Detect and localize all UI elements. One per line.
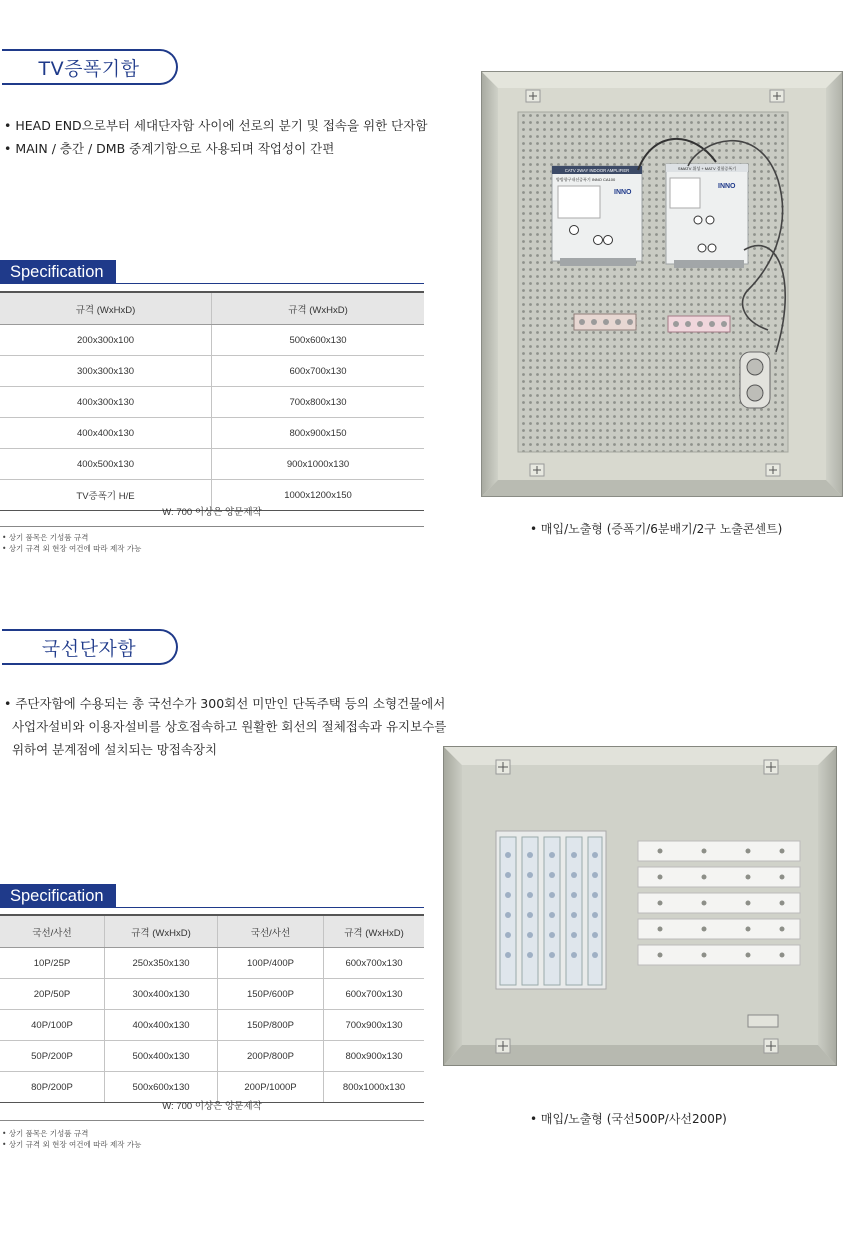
table-cell: 500x400x130 — [105, 1041, 218, 1072]
table-cell: 40P/100P — [0, 1010, 105, 1041]
spec-heading: Specification — [0, 260, 116, 284]
table-cell: 1000x1200x150 — [212, 480, 425, 511]
table-row — [0, 325, 424, 356]
section-title-label: 국선단자함 — [41, 637, 137, 660]
table-cell: 900x1000x130 — [212, 449, 425, 480]
table-header-cell: 규격 (WxHxD) — [105, 915, 218, 948]
spec-heading-rule — [116, 283, 424, 284]
table-header-row — [0, 915, 424, 948]
table-cell: 600x700x130 — [324, 979, 425, 1010]
line-protector-block — [496, 831, 606, 989]
mount-screw-icon — [764, 760, 778, 774]
amplifier-label: CATV 2WAY INDOOR AMPLIFIER — [564, 168, 630, 173]
photo-caption: • 매입/노출형 (증폭기/6분배기/2구 노출콘센트) — [530, 522, 783, 536]
amplifier-label: 양방향구내선증폭기 INNO CA100 — [556, 177, 616, 182]
table-cell: 700x800x130 — [212, 387, 425, 418]
description-line: 위하여 분계점에 설치되는 망접속장치 — [4, 742, 218, 757]
table-cell: 800x900x130 — [324, 1041, 425, 1072]
terminal-enclosure-photo — [442, 745, 838, 1067]
table-cell: 400x400x130 — [0, 418, 212, 449]
table-cell: 50P/200P — [0, 1041, 105, 1072]
table-cell: 600x700x130 — [324, 948, 425, 979]
table-note: W: 700 이상은 양문제작 — [0, 1094, 424, 1121]
table-header-cell: 국선/사선 — [0, 915, 105, 948]
photo-caption: • 매입/노출형 (국선500P/사선200P) — [530, 1112, 727, 1126]
footnotes — [2, 1128, 141, 1150]
footnote-line: • 상기 규격 외 현장 여건에 따라 제작 가능 — [2, 1140, 142, 1149]
mount-screw-icon — [766, 464, 780, 476]
section-description — [4, 692, 446, 761]
table-cell: 400x500x130 — [0, 449, 212, 480]
brand-label: INNO — [614, 189, 632, 196]
table-cell: 200P/800P — [218, 1041, 324, 1072]
spec-heading-rule — [116, 907, 424, 908]
table-cell: 250x350x130 — [105, 948, 218, 979]
table-cell: 500x600x130 — [212, 325, 425, 356]
section-description — [4, 114, 427, 160]
table-note: W: 700 이상은 양문제작 — [0, 500, 424, 527]
table-cell: 150P/800P — [218, 1010, 324, 1041]
table-cell: 800x900x150 — [212, 418, 425, 449]
table-row — [0, 449, 424, 480]
spec-table — [0, 291, 424, 511]
table-row — [0, 387, 424, 418]
table-cell: 400x300x130 — [0, 387, 212, 418]
footnote-line: • 상기 규격 외 현장 여건에 따라 제작 가능 — [2, 544, 142, 553]
spec-heading: Specification — [0, 884, 116, 908]
table-cell: 800x1000x130 — [324, 1072, 425, 1103]
table-header-cell: 규격 (WxHxD) — [0, 292, 212, 325]
section-title-label: TV증폭기함 — [38, 57, 140, 80]
mount-screw-icon — [530, 464, 544, 476]
distributor-6way — [574, 314, 636, 330]
table-cell: 500x600x130 — [105, 1072, 218, 1103]
brand-label: INNO — [718, 183, 736, 190]
mount-screw-icon — [770, 90, 784, 102]
mount-screw-icon — [496, 760, 510, 774]
mount-screw-icon — [764, 1039, 778, 1053]
table-cell: 300x400x130 — [105, 979, 218, 1010]
table-header-row — [0, 292, 424, 325]
distributor-6way — [668, 316, 730, 332]
table-cell: TV증폭기 H/E — [0, 480, 212, 511]
table-cell: 700x900x130 — [324, 1010, 425, 1041]
catv-amplifier — [552, 166, 642, 266]
smatv-amplifier — [666, 164, 748, 268]
table-cell: 300x300x130 — [0, 356, 212, 387]
table-header-cell: 국선/사선 — [218, 915, 324, 948]
description-line: • MAIN / 층간 / DMB 중계기함으로 사용되며 작업성이 간편 — [4, 141, 335, 156]
footnotes — [2, 532, 141, 554]
amplifier-enclosure-photo — [478, 70, 846, 500]
footnote-line: • 상기 품목은 기성품 규격 — [2, 533, 89, 542]
table-cell: 10P/25P — [0, 948, 105, 979]
spec-table — [0, 914, 424, 1103]
table-header-cell: 규격 (WxHxD) — [212, 292, 425, 325]
table-cell: 20P/50P — [0, 979, 105, 1010]
description-line: • HEAD END으로부터 세대단자함 사이에 선로의 분기 및 접속을 위한 단자함 — [4, 118, 428, 133]
table-cell: 150P/600P — [218, 979, 324, 1010]
section-title-terminal-box — [2, 629, 178, 665]
table-cell: 80P/200P — [0, 1072, 105, 1103]
terminal-strip-rack — [638, 841, 800, 965]
table-cell: 200P/1000P — [218, 1072, 324, 1103]
section-title-tv-amplifier-box — [2, 49, 178, 85]
table-row — [0, 1010, 424, 1041]
description-line: 사업자설비와 이용자설비를 상호접속하고 원활한 회선의 절체접속과 유지보수를 — [4, 719, 447, 734]
mount-screw-icon — [526, 90, 540, 102]
description-line: • 주단자함에 수용되는 총 국선수가 300회선 미만인 단독주택 등의 소형건물에서 — [4, 696, 446, 711]
footnote-line: • 상기 품목은 기성품 규격 — [2, 1129, 89, 1138]
table-row — [0, 948, 424, 979]
amplifier-label: SMATV 위성 + MATV 결합증폭기 — [677, 166, 737, 171]
table-row — [0, 1041, 424, 1072]
table-cell: 400x400x130 — [105, 1010, 218, 1041]
table-row — [0, 356, 424, 387]
table-cell: 200x300x100 — [0, 325, 212, 356]
table-header-cell: 규격 (WxHxD) — [324, 915, 425, 948]
table-row — [0, 418, 424, 449]
table-cell: 600x700x130 — [212, 356, 425, 387]
outlet-2port — [740, 352, 770, 408]
table-row — [0, 979, 424, 1010]
table-cell: 100P/400P — [218, 948, 324, 979]
mount-screw-icon — [496, 1039, 510, 1053]
